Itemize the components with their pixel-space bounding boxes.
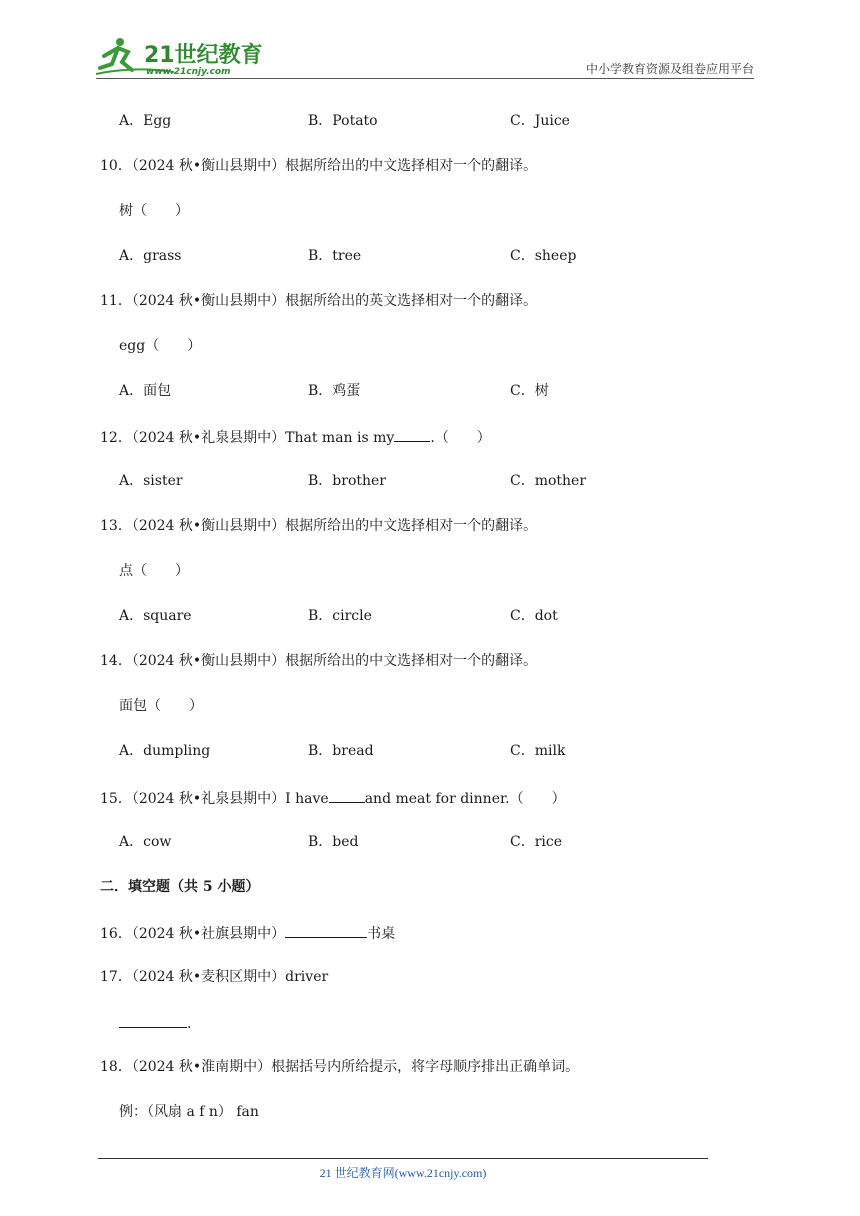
option-a: A．sister (119, 473, 183, 489)
option-b: B．circle (308, 608, 372, 624)
question-text (100, 788, 566, 808)
option-a: A．grass (119, 248, 182, 264)
option-c: C．dot (510, 608, 558, 624)
option-a: A．面包 (119, 383, 172, 399)
option-b: B．tree (308, 248, 362, 264)
option-b: B．bread (308, 743, 374, 759)
option-c: C．sheep (510, 248, 577, 264)
option-c: C．rice (510, 834, 563, 850)
option-b: B．Potato (308, 113, 378, 129)
question-stem: 点（ ） (119, 563, 189, 579)
option-a: A．Egg (119, 113, 172, 129)
option-c: C．mother (510, 473, 587, 489)
option-b: B．brother (308, 473, 386, 489)
option-b: B．bed (308, 834, 359, 850)
site-logo (94, 36, 264, 78)
logo-url: www.21cnjy.com (146, 67, 231, 77)
question-suffix: and meat for dinner.（ ） (364, 791, 566, 807)
question-prefix: 12．（2024 秋•礼泉县期中）That man is my (100, 430, 395, 446)
question-text: 17．（2024 秋•麦积区期中）driver (100, 969, 329, 985)
question-text: 10．（2024 秋•衡山县期中）根据所给出的中文选择相对一个的翻译。 (100, 158, 538, 174)
header-divider (96, 78, 754, 79)
question-text (100, 923, 395, 943)
platform-name: 中小学教育资源及组卷应用平台 (585, 62, 754, 76)
footer-divider (98, 1158, 708, 1159)
section-heading: 二．填空题（共 5 小题） (100, 879, 260, 895)
question-suffix: .（ ） (430, 430, 491, 446)
logo-text: 21世纪教育 (144, 43, 263, 68)
option-c: C．milk (510, 743, 566, 759)
answer-blank[interactable] (285, 923, 367, 938)
option-a: A．square (119, 608, 192, 624)
question-suffix: 书桌 (367, 926, 396, 942)
answer-blank[interactable] (119, 1013, 187, 1028)
option-b: B．鸡蛋 (308, 383, 361, 399)
option-c: C．Juice (510, 113, 570, 129)
question-stem: 树（ ） (119, 203, 189, 219)
page-header (0, 0, 860, 82)
answer-blank[interactable] (329, 788, 365, 803)
answer-line (119, 1013, 191, 1033)
option-a: A．cow (119, 834, 172, 850)
question-prefix: 16．（2024 秋•社旗县期中） (100, 926, 286, 942)
option-c: C．树 (510, 383, 549, 399)
question-stem: 面包（ ） (119, 698, 203, 714)
question-text (100, 427, 491, 447)
question-text: 18．（2024 秋•淮南期中）根据括号内所给提示，将字母顺序排出正确单词。 (100, 1059, 580, 1075)
option-a: A．dumpling (119, 743, 211, 759)
question-prefix: 15．（2024 秋•礼泉县期中）I have (100, 791, 329, 807)
question-text: 14．（2024 秋•衡山县期中）根据所给出的中文选择相对一个的翻译。 (100, 653, 538, 669)
page-footer: 21 世纪教育网(www.21cnjy.com) (319, 1166, 487, 1180)
question-text: 13．（2024 秋•衡山县期中）根据所给出的中文选择相对一个的翻译。 (100, 518, 538, 534)
question-stem: 例：（风扇 a f n） fan (119, 1104, 259, 1120)
question-text: 11．（2024 秋•衡山县期中）根据所给出的英文选择相对一个的翻译。 (100, 293, 538, 309)
question-stem: egg（ ） (119, 338, 202, 354)
question-suffix: . (187, 1016, 192, 1032)
answer-blank[interactable] (394, 427, 430, 442)
